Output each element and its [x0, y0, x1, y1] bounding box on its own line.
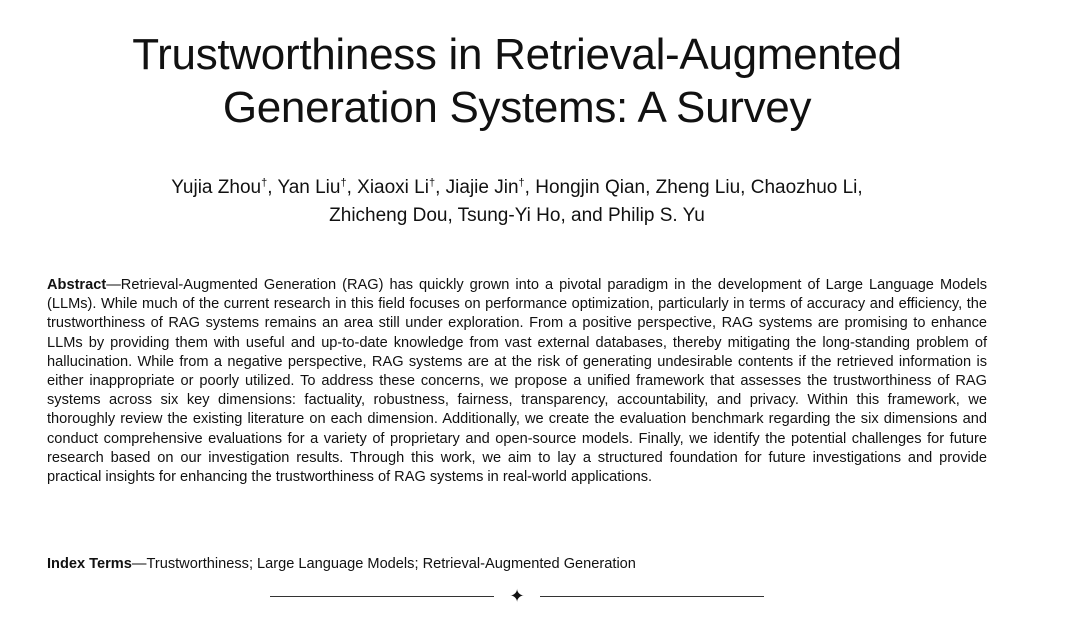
index-terms-dash: —: [131, 556, 147, 572]
divider-rule-left: [270, 596, 494, 597]
abstract-dash: —: [106, 277, 121, 293]
abstract-label: Abstract: [47, 277, 107, 293]
paper-title: [0, 28, 1034, 134]
index-terms-text: Trustworthiness; Large Language Models; Retrieval-Augmented Generation: [146, 556, 636, 572]
paper-title-line-1: Trustworthiness in Retrieval-Augmented: [132, 30, 902, 79]
equal-contribution-mark: †: [340, 177, 347, 189]
author-name: Zheng Liu: [655, 177, 741, 198]
divider-ornament-icon: ✦: [509, 586, 525, 606]
index-terms: [47, 555, 636, 574]
abstract: [47, 276, 987, 487]
author-name: Chaozhuo Li: [750, 177, 858, 198]
abstract-text: Retrieval-Augmented Generation (RAG) has quickly grown into a pivotal paradigm in the development of Large Language Models (LLMs). While much of the current research in this field focuses on performance optimization, particularly in terms of accuracy and efficiency, the trustworthiness of RAG systems remains an area still under exploration. From a positive perspective, RAG systems are promising to enhance LLMs by providing them with useful and up-to-date knowledge from vast external databases, thereby mitigating the long-standing problem of hallucination. While from a negative perspective, RAG systems are at the risk of generating undesirable contents if the retrieved information is either inappropriate or poorly utilized. To address these concerns, we propose a unified framework that assesses the trustworthiness of RAG systems across six key dimensions: factuality, robustness, fairness, transparency, accountability, and privacy. Within this framework, we thoroughly review the existing literature on each dimension. Additionally, we create the evaluation benchmark regarding the six dimensions and conduct comprehensive evaluations for a variety of proprietary and open-source models. Finally, we identify the potential challenges for future research based on our investigation results. Through this work, we aim to lay a structured foundation for future investigations and provide practical insights for enhancing the trustworthiness of RAG systems in real-world applications.: [47, 277, 987, 486]
author-line-2: Zhicheng Dou, Tsung-Yi Ho, and Philip S. Yu: [329, 205, 705, 226]
author-list: [0, 174, 1034, 230]
equal-contribution-mark: †: [518, 177, 525, 189]
author-line-1: Yujia Zhou†, Yan Liu†, Xiaoxi Li†, Jiajie Jin†, Hongjin Qian, Zheng Liu, Chaozhuo Li,: [171, 177, 863, 198]
equal-contribution-mark: †: [428, 177, 436, 189]
author-name: Yan Liu: [277, 177, 341, 198]
author-name: Yujia Zhou: [171, 177, 262, 198]
divider-rule-right: [540, 596, 764, 597]
equal-contribution-mark: †: [261, 177, 268, 189]
paper-title-line-2: Generation Systems: A Survey: [222, 83, 812, 132]
author-name: Xiaoxi Li: [357, 177, 429, 198]
author-name: Hongjin Qian: [535, 177, 646, 198]
author-name: Jiajie Jin: [445, 177, 519, 198]
index-terms-label: Index Terms: [47, 556, 132, 572]
